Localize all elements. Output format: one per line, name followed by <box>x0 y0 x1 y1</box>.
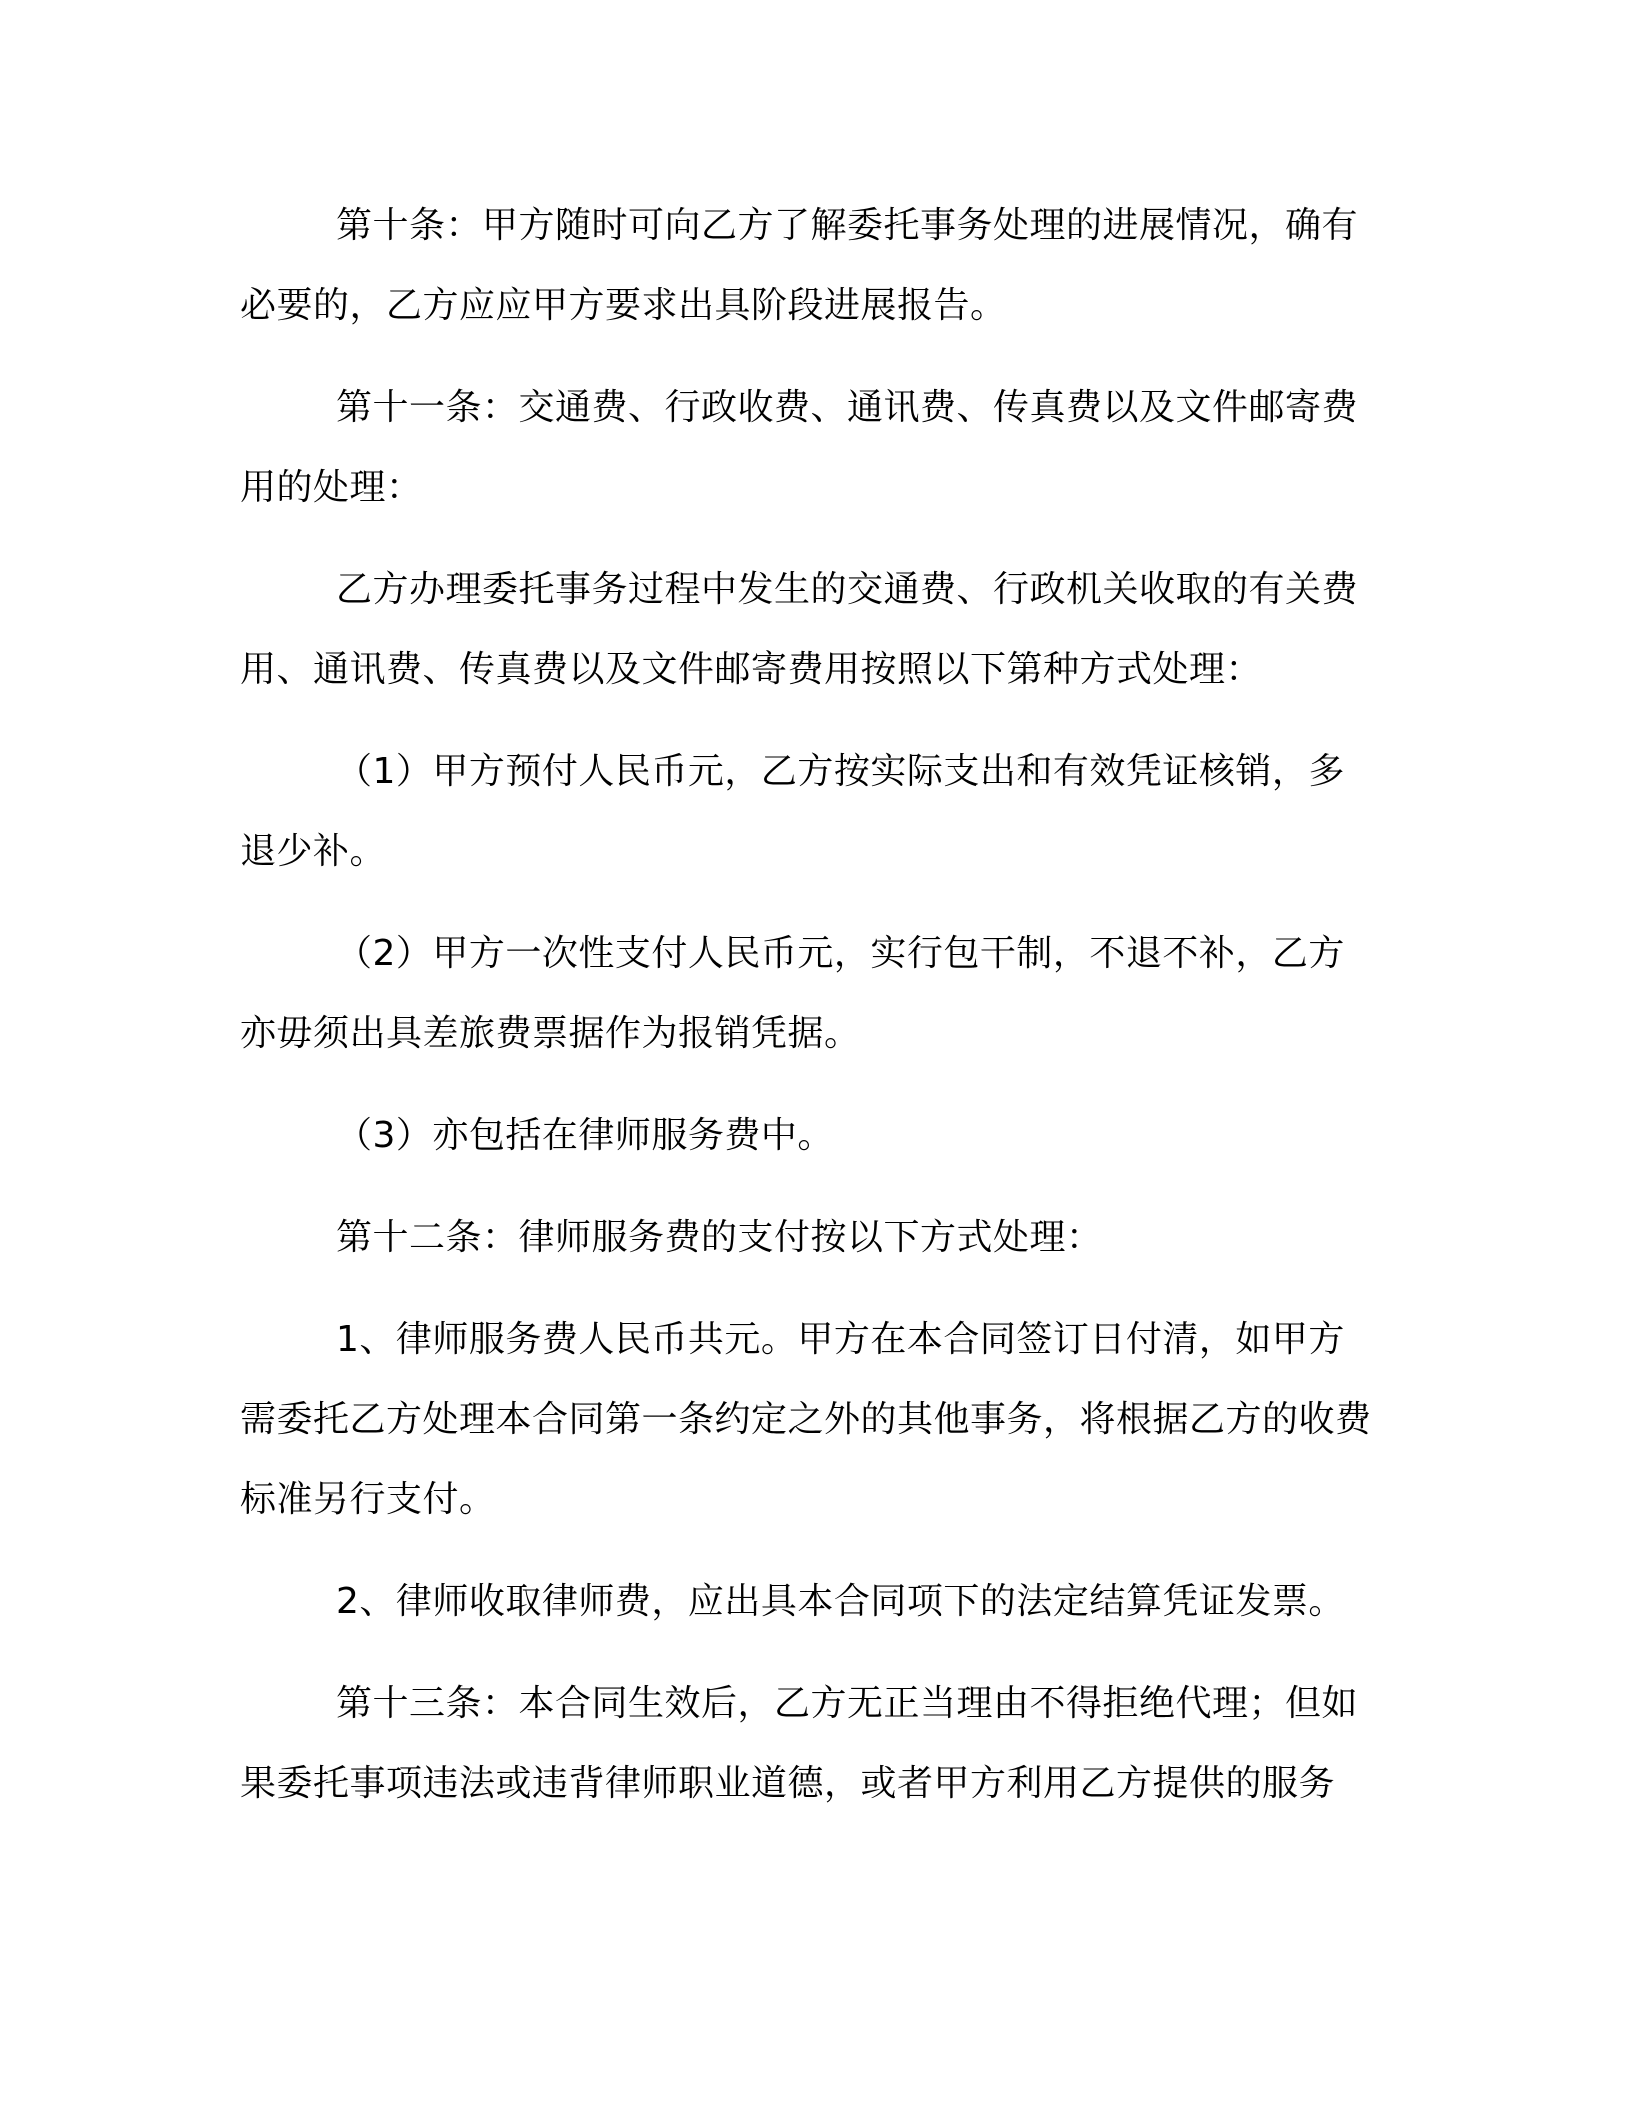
article-13-paragraph: 第十三条：本合同生效后，乙方无正当理由不得拒绝代理；但如果委托事项违法或违背律师职业道德，或者甲方利用乙方提供的服务 <box>240 1683 1359 1804</box>
article-11-heading: 第十一条：交通费、行政收费、通讯费、传真费以及文件邮寄费用的处理： <box>240 387 1359 508</box>
article-12-clause-2: 2、律师收取律师费，应出具本合同项下的法定结算凭证发票。 <box>336 1581 1345 1622</box>
article-12-heading: 第十二条：律师服务费的支付按以下方式处理： <box>336 1217 1103 1258</box>
article-11-option-2: （2）甲方一次性支付人民币元，实行包干制，不退不补，乙方亦毋须出具差旅费票据作为报销凭据。 <box>240 933 1345 1054</box>
article-11-option-1: （1）甲方预付人民币元，乙方按实际支出和有效凭证核销，多退少补。 <box>240 751 1345 872</box>
article-10-paragraph: 第十条：甲方随时可向乙方了解委托事务处理的进展情况，确有必要的，乙方应应甲方要求出具阶段进展报告。 <box>240 205 1359 326</box>
article-11-body: 乙方办理委托事务过程中发生的交通费、行政机关收取的有关费用、通讯费、传真费以及文件邮寄费用按照以下第种方式处理： <box>240 569 1359 690</box>
document-body <box>240 186 1380 1824</box>
article-11-option-3: （3）亦包括在律师服务费中。 <box>336 1115 834 1156</box>
article-12-clause-1: 1、律师服务费人民币共元。甲方在本合同签订日付清，如甲方需委托乙方处理本合同第一条约定之外的其他事务，将根据乙方的收费标准另行支付。 <box>240 1319 1372 1520</box>
